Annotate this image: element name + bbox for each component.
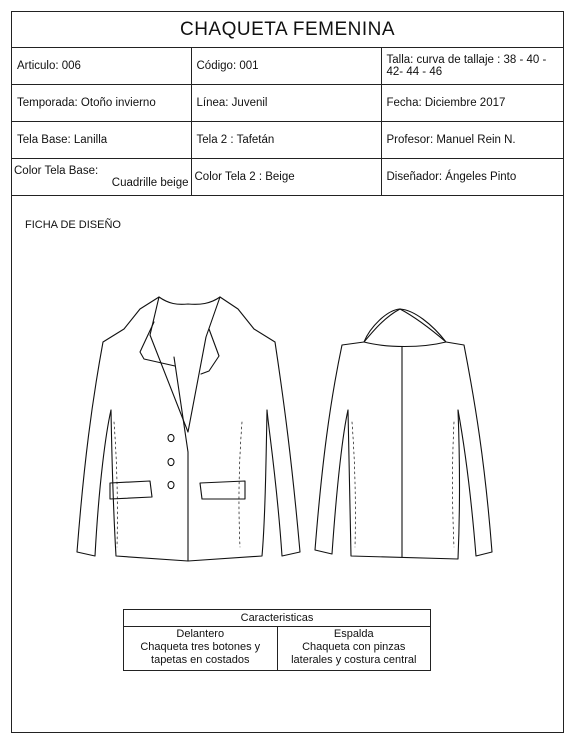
fecha-cell: Fecha: Diciembre 2017 [381, 85, 563, 122]
design-sheet [11, 11, 564, 733]
characteristics-header: Caracteristicas [124, 610, 430, 627]
sheet-title: CHAQUETA FEMENINA [12, 12, 563, 48]
front-title: Delantero [176, 628, 225, 640]
tela-base-cell: Tela Base: Lanilla [12, 122, 191, 159]
profesor-cell: Profesor: Manuel Rein N. [381, 122, 563, 159]
jacket-front-drawing [77, 297, 300, 561]
color-base-cell [12, 159, 191, 196]
front-description [124, 627, 277, 670]
info-row [12, 122, 563, 159]
jacket-drawings [12, 292, 565, 582]
info-row [12, 159, 563, 196]
front-line: Chaqueta tres botones y [140, 641, 261, 653]
back-line: laterales y costura central [291, 654, 417, 666]
back-line: Chaqueta con pinzas [302, 641, 406, 653]
info-row [12, 85, 563, 122]
talla-cell: Talla: curva de tallaje : 38 - 40 - 42- 44 - 46 [381, 48, 563, 85]
linea-cell: Línea: Juvenil [191, 85, 381, 122]
front-line: tapetas en costados [151, 654, 250, 666]
codigo-cell: Código: 001 [191, 48, 381, 85]
articulo-cell: Articulo: 006 [12, 48, 191, 85]
jacket-back-drawing [315, 309, 492, 559]
back-title: Espalda [333, 628, 374, 640]
color-base-value: Cuadrille beige [111, 177, 189, 189]
color-tela-2-cell: Color Tela 2 : Beige [191, 159, 381, 196]
ficha-label: FICHA DE DISEÑO [25, 219, 121, 231]
characteristics-box [123, 609, 431, 671]
info-row [12, 48, 563, 85]
back-description [277, 627, 431, 670]
disenador-cell: Diseñador: Ángeles Pinto [381, 159, 563, 196]
tela-2-cell: Tela 2 : Tafetán [191, 122, 381, 159]
color-base-label: Color Tela Base: [14, 165, 99, 177]
info-table [12, 48, 563, 196]
temporada-cell: Temporada: Otoño invierno [12, 85, 191, 122]
